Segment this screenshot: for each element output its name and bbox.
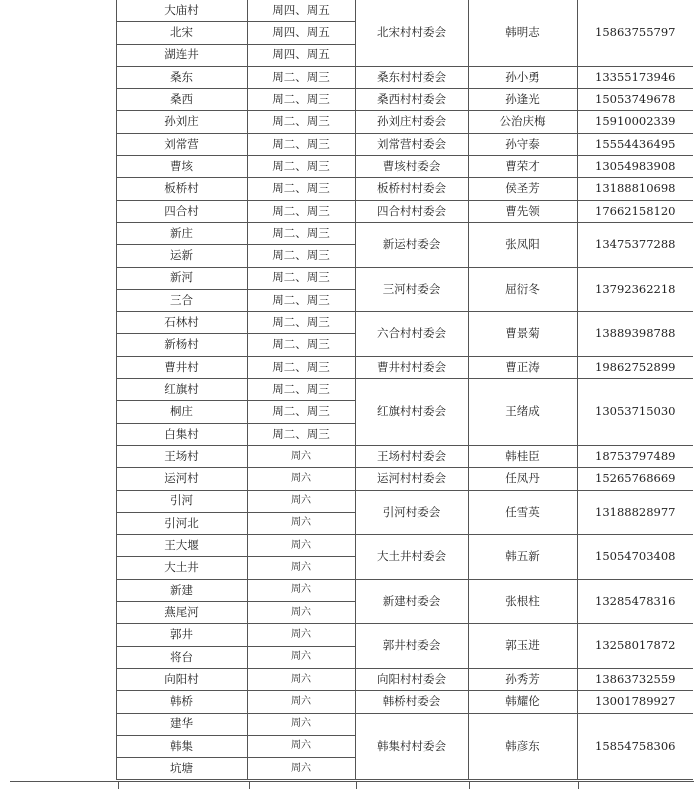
village-cell: 大庙村: [116, 0, 247, 22]
committee-cell: 桑西村村委会: [355, 89, 468, 111]
village-cell: 桐庄: [116, 401, 247, 423]
committee-cell: 曹井村村委会: [355, 356, 468, 378]
committee-cell: 韩桥村委会: [355, 691, 468, 713]
column-divider-stub: [118, 781, 119, 789]
village-cell: 运河村: [116, 468, 247, 490]
phone-cell: 13285478316: [577, 579, 693, 624]
phone-cell: 13053715030: [577, 379, 693, 446]
village-cell: 向阳村: [116, 668, 247, 690]
day-cell: 周六: [247, 602, 355, 624]
day-cell: 周二、周三: [247, 66, 355, 88]
contact-person-cell: 王绪成: [468, 379, 577, 446]
contact-person-cell: 孙秀芳: [468, 668, 577, 690]
day-cell: 周六: [247, 758, 355, 780]
village-cell: 桑东: [116, 66, 247, 88]
committee-cell: 桑东村村委会: [355, 66, 468, 88]
village-cell: 韩桥: [116, 691, 247, 713]
contact-person-cell: 任雪英: [468, 490, 577, 535]
phone-cell: 15863755797: [577, 0, 693, 66]
committee-cell: 刘常营村委会: [355, 133, 468, 155]
contact-person-cell: 郭玉进: [468, 624, 577, 669]
village-cell: 红旗村: [116, 379, 247, 401]
phone-cell: 15554436495: [577, 133, 693, 155]
village-cell: 坑塘: [116, 758, 247, 780]
day-cell: 周二、周三: [247, 267, 355, 289]
phone-cell: 15053749678: [577, 89, 693, 111]
phone-cell: 13475377288: [577, 222, 693, 267]
contact-person-cell: 韩明志: [468, 0, 577, 66]
column-divider-stub: [249, 781, 250, 789]
committee-cell: 王场村村委会: [355, 445, 468, 467]
village-cell: 板桥村: [116, 178, 247, 200]
day-cell: 周六: [247, 535, 355, 557]
day-cell: 周六: [247, 512, 355, 534]
contact-person-cell: 屈衍冬: [468, 267, 577, 312]
village-cell: 北宋: [116, 22, 247, 44]
village-cell: 新杨村: [116, 334, 247, 356]
village-cell: 曹垓: [116, 156, 247, 178]
day-cell: 周二、周三: [247, 133, 355, 155]
committee-cell: 向阳村村委会: [355, 668, 468, 690]
day-cell: 周四、周五: [247, 22, 355, 44]
village-cell: 四合村: [116, 200, 247, 222]
day-cell: 周六: [247, 624, 355, 646]
contact-person-cell: 孙小勇: [468, 66, 577, 88]
phone-cell: 15854758306: [577, 713, 693, 780]
phone-cell: 17662158120: [577, 200, 693, 222]
village-cell: 刘常营: [116, 133, 247, 155]
day-cell: 周四、周五: [247, 44, 355, 66]
village-cell: 新河: [116, 267, 247, 289]
contact-person-cell: 孙守泰: [468, 133, 577, 155]
phone-cell: 13258017872: [577, 624, 693, 669]
village-cell: 运新: [116, 245, 247, 267]
day-cell: 周六: [247, 668, 355, 690]
day-cell: 周二、周三: [247, 111, 355, 133]
phone-cell: 13188810698: [577, 178, 693, 200]
committee-cell: 孙刘庄村委会: [355, 111, 468, 133]
village-cell: 王大堰: [116, 535, 247, 557]
committee-cell: 板桥村村委会: [355, 178, 468, 200]
column-divider-stub: [356, 781, 357, 789]
contact-person-cell: 韩五新: [468, 535, 577, 580]
village-cell: 燕尾河: [116, 602, 247, 624]
blank-margin-cell: [0, 0, 116, 780]
phone-cell: 13889398788: [577, 312, 693, 357]
contact-person-cell: 韩桂臣: [468, 445, 577, 467]
day-cell: 周六: [247, 490, 355, 512]
page-bottom-rule: [10, 781, 694, 782]
village-cell: 引河北: [116, 512, 247, 534]
phone-cell: 13792362218: [577, 267, 693, 312]
village-cell: 石林村: [116, 312, 247, 334]
day-cell: 周二、周三: [247, 289, 355, 311]
phone-cell: 15910002339: [577, 111, 693, 133]
day-cell: 周二、周三: [247, 356, 355, 378]
day-cell: 周六: [247, 735, 355, 757]
day-cell: 周六: [247, 579, 355, 601]
village-cell: 新庄: [116, 222, 247, 244]
day-cell: 周二、周三: [247, 89, 355, 111]
day-cell: 周二、周三: [247, 178, 355, 200]
contact-person-cell: 韩耀伦: [468, 691, 577, 713]
contact-person-cell: 曹先领: [468, 200, 577, 222]
committee-cell: 北宋村村委会: [355, 0, 468, 66]
day-cell: 周二、周三: [247, 222, 355, 244]
phone-cell: 13001789927: [577, 691, 693, 713]
committee-cell: 红旗村村委会: [355, 379, 468, 446]
day-cell: 周二、周三: [247, 200, 355, 222]
committee-cell: 运河村村委会: [355, 468, 468, 490]
village-cell: 大土井: [116, 557, 247, 579]
committee-cell: 郭井村委会: [355, 624, 468, 669]
contact-person-cell: 侯圣芳: [468, 178, 577, 200]
committee-cell: 新建村委会: [355, 579, 468, 624]
contact-person-cell: 曹正涛: [468, 356, 577, 378]
village-cell: 引河: [116, 490, 247, 512]
contact-person-cell: 任凤丹: [468, 468, 577, 490]
day-cell: 周二、周三: [247, 401, 355, 423]
phone-cell: 15265768669: [577, 468, 693, 490]
village-cell: 三合: [116, 289, 247, 311]
committee-cell: 韩集村村委会: [355, 713, 468, 780]
phone-cell: 13054983908: [577, 156, 693, 178]
day-cell: 周二、周三: [247, 423, 355, 445]
contact-person-cell: 孙逢光: [468, 89, 577, 111]
committee-cell: 曹垓村委会: [355, 156, 468, 178]
day-cell: 周六: [247, 646, 355, 668]
village-cell: 韩集: [116, 735, 247, 757]
phone-cell: 15054703408: [577, 535, 693, 580]
committee-cell: 三河村委会: [355, 267, 468, 312]
table-row: [0, 0, 693, 22]
day-cell: 周二、周三: [247, 245, 355, 267]
committee-cell: 六合村村委会: [355, 312, 468, 357]
contact-person-cell: 曹荣才: [468, 156, 577, 178]
phone-cell: 13188828977: [577, 490, 693, 535]
committee-cell: 四合村村委会: [355, 200, 468, 222]
day-cell: 周六: [247, 713, 355, 735]
phone-cell: 13863732559: [577, 668, 693, 690]
day-cell: 周四、周五: [247, 0, 355, 22]
day-cell: 周六: [247, 557, 355, 579]
village-cell: 桑西: [116, 89, 247, 111]
committee-cell: 引河村委会: [355, 490, 468, 535]
contact-person-cell: 张凤阳: [468, 222, 577, 267]
day-cell: 周六: [247, 691, 355, 713]
day-cell: 周二、周三: [247, 334, 355, 356]
phone-cell: 18753797489: [577, 445, 693, 467]
village-cell: 将台: [116, 646, 247, 668]
column-divider-stub: [578, 781, 579, 789]
village-cell: 孙刘庄: [116, 111, 247, 133]
phone-cell: 13355173946: [577, 66, 693, 88]
contact-person-cell: 公治庆梅: [468, 111, 577, 133]
contact-person-cell: 张根柱: [468, 579, 577, 624]
column-divider-stub: [469, 781, 470, 789]
phone-cell: 19862752899: [577, 356, 693, 378]
day-cell: 周二、周三: [247, 379, 355, 401]
contact-person-cell: 韩彦东: [468, 713, 577, 780]
day-cell: 周二、周三: [247, 312, 355, 334]
day-cell: 周六: [247, 468, 355, 490]
committee-cell: 大土井村委会: [355, 535, 468, 580]
village-cell: 王场村: [116, 445, 247, 467]
village-cell: 郭井: [116, 624, 247, 646]
contact-person-cell: 曹景菊: [468, 312, 577, 357]
village-cell: 白集村: [116, 423, 247, 445]
village-cell: 湖连井: [116, 44, 247, 66]
day-cell: 周六: [247, 445, 355, 467]
village-cell: 建华: [116, 713, 247, 735]
committee-cell: 新运村委会: [355, 222, 468, 267]
village-cell: 曹井村: [116, 356, 247, 378]
day-cell: 周二、周三: [247, 156, 355, 178]
village-cell: 新建: [116, 579, 247, 601]
